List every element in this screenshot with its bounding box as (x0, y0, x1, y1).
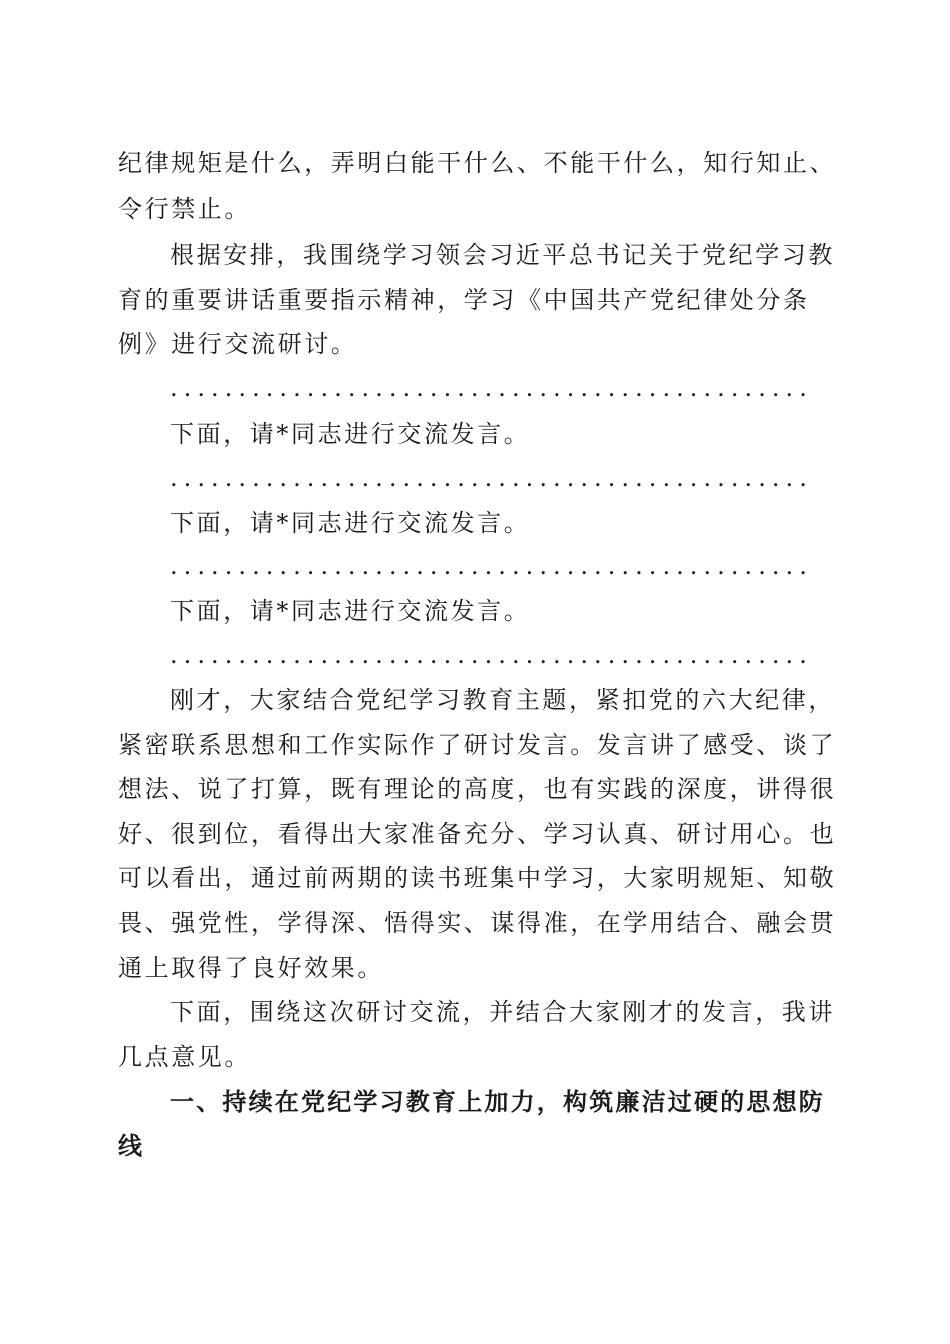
paragraph-3-line-7: 通上取得了良好效果。 (118, 954, 384, 982)
ellipsis-separator: ............................................... (170, 641, 813, 669)
speaker-call: 下面，请*同志进行交流发言。 (170, 509, 531, 537)
paragraph-2-line-2: 育的重要讲话重要指示精神，学习《中国共产党纪律处分条 (118, 286, 810, 314)
paragraph-1-line-2: 令行禁止。 (118, 195, 251, 223)
paragraph-2-line-1: 根据安排，我围绕学习领会习近平总书记关于党纪学习教 (170, 241, 835, 269)
paragraph-3-line-3: 想法、说了打算，既有理论的高度，也有实践的深度，讲得很 (118, 775, 837, 803)
ellipsis-separator: ............................................... (170, 374, 813, 402)
paragraph-3-line-1: 刚才，大家结合党纪学习教育主题，紧扣党的六大纪律， (170, 686, 835, 714)
paragraph-3-line-6: 畏、强党性，学得深、悟得实、谋得准，在学用结合、融会贯 (118, 909, 837, 937)
speaker-call: 下面，请*同志进行交流发言。 (170, 597, 531, 625)
paragraph-3-line-2: 紧密联系思想和工作实际作了研讨发言。发言讲了感受、谈了 (118, 731, 837, 759)
section-heading-line-2: 线 (118, 1132, 145, 1160)
paragraph-3-line-4: 好、很到位，看得出大家准备充分、学习认真、研讨用心。也 (118, 820, 837, 848)
speaker-call: 下面，请*同志进行交流发言。 (170, 420, 531, 448)
ellipsis-separator: ............................................... (170, 552, 813, 580)
paragraph-1-line-1: 纪律规矩是什么，弄明白能干什么、不能干什么，知行知止、 (118, 149, 837, 177)
section-heading-line-1: 一、持续在党纪学习教育上加力，构筑廉洁过硬的思想防 (170, 1088, 825, 1116)
paragraph-3-line-5: 可以看出，通过前两期的读书班集中学习，大家明规矩、知敬 (118, 864, 837, 892)
paragraph-4-line-2: 几点意见。 (118, 1043, 251, 1071)
paragraph-4-line-1: 下面，围绕这次研讨交流，并结合大家刚才的发言，我讲 (170, 998, 835, 1026)
ellipsis-separator: ............................................... (170, 464, 813, 492)
paragraph-2-line-3: 例》进行交流研讨。 (118, 330, 358, 358)
